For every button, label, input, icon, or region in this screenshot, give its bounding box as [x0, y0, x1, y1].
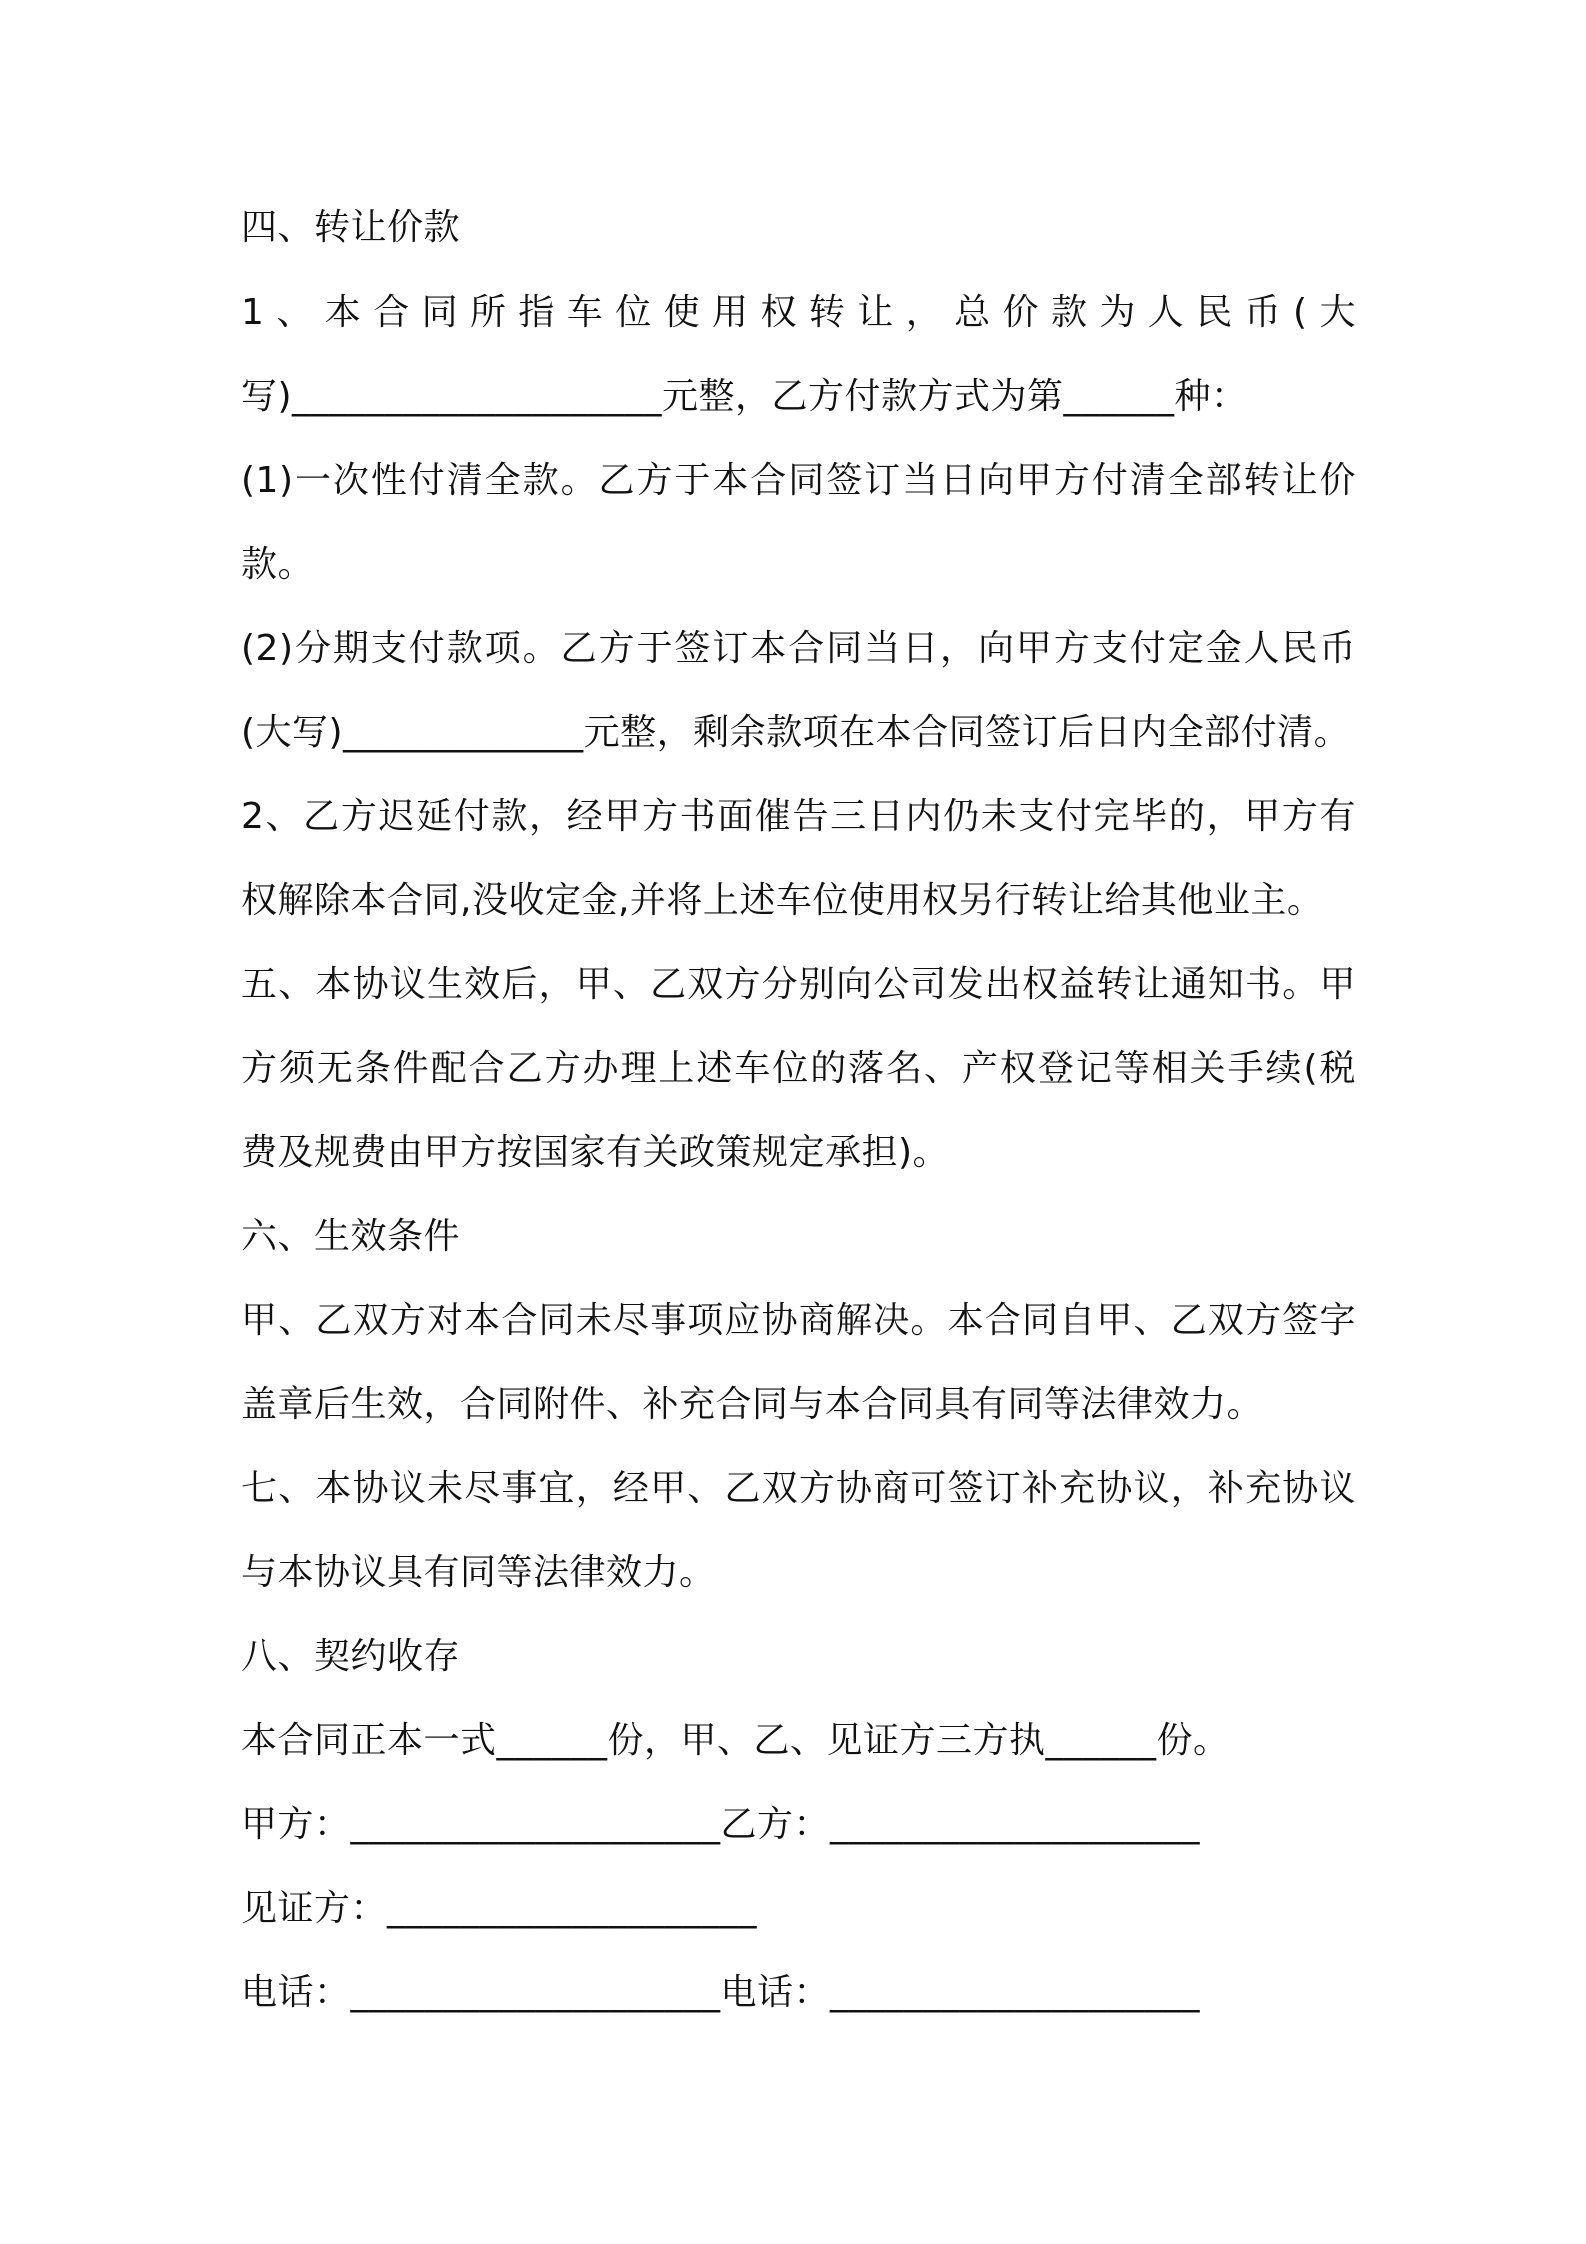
- paragraph-line: 与本协议具有同等法律效力。: [241, 1552, 716, 1593]
- paragraph-line: (2)分期支付款项。乙方于签订本合同当日，向甲方支付定金人民币: [241, 628, 1356, 669]
- paragraph-line: 2、乙方迟延付款，经甲方书面催告三日内仍未支付完毕的，甲方有: [241, 796, 1356, 837]
- section-heading-contract-copies: 八、契约收存: [241, 1636, 461, 1677]
- paragraph-line: 权解除本合同,没收定金,并将上述车位使用权另行转让给其他业主。: [241, 880, 1324, 921]
- paragraph-line: 写)____________________元整，乙方付款方式为第______种：: [241, 376, 1248, 417]
- paragraph-line: 五、本协议生效后，甲、乙双方分别向公司发出权益转让通知书。甲: [241, 964, 1356, 1005]
- paragraph-line: 款。: [241, 544, 315, 585]
- signature-line-witness: 见证方：____________________: [241, 1888, 758, 1929]
- paragraph-line: 七、本协议未尽事宜，经甲、乙双方协商可签订补充协议，补充协议: [241, 1468, 1356, 1509]
- section-heading-effective-conditions: 六、生效条件: [241, 1216, 461, 1257]
- paragraph-line: 盖章后生效，合同附件、补充合同与本合同具有同等法律效力。: [241, 1384, 1264, 1425]
- paragraph-line: 方须无条件配合乙方办理上述车位的落名、产权登记等相关手续(税: [241, 1048, 1356, 1089]
- paragraph-line: (大写)_____________元整，剩余款项在本合同签订后日内全部付清。: [241, 712, 1351, 753]
- section-heading-transfer-price: 四、转让价款: [241, 207, 461, 248]
- paragraph-line: (1)一次性付清全款。乙方于本合同签订当日向甲方付清全部转让价: [241, 460, 1356, 501]
- paragraph-line: 本合同正本一式______份，甲、乙、见证方三方执______份。: [241, 1720, 1230, 1761]
- paragraph-line: 1、本合同所指车位使用权转让，总价款为人民币(大: [241, 292, 1356, 333]
- paragraph-line: 费及规费由甲方按国家有关政策规定承担)。: [241, 1132, 950, 1173]
- signature-line-parties: 甲方：____________________乙方：____________________: [241, 1804, 1201, 1845]
- paragraph-line: 甲、乙双方对本合同未尽事项应协商解决。本合同自甲、乙双方签字: [241, 1300, 1356, 1341]
- signature-line-phones: 电话：____________________电话：____________________: [241, 1972, 1201, 2013]
